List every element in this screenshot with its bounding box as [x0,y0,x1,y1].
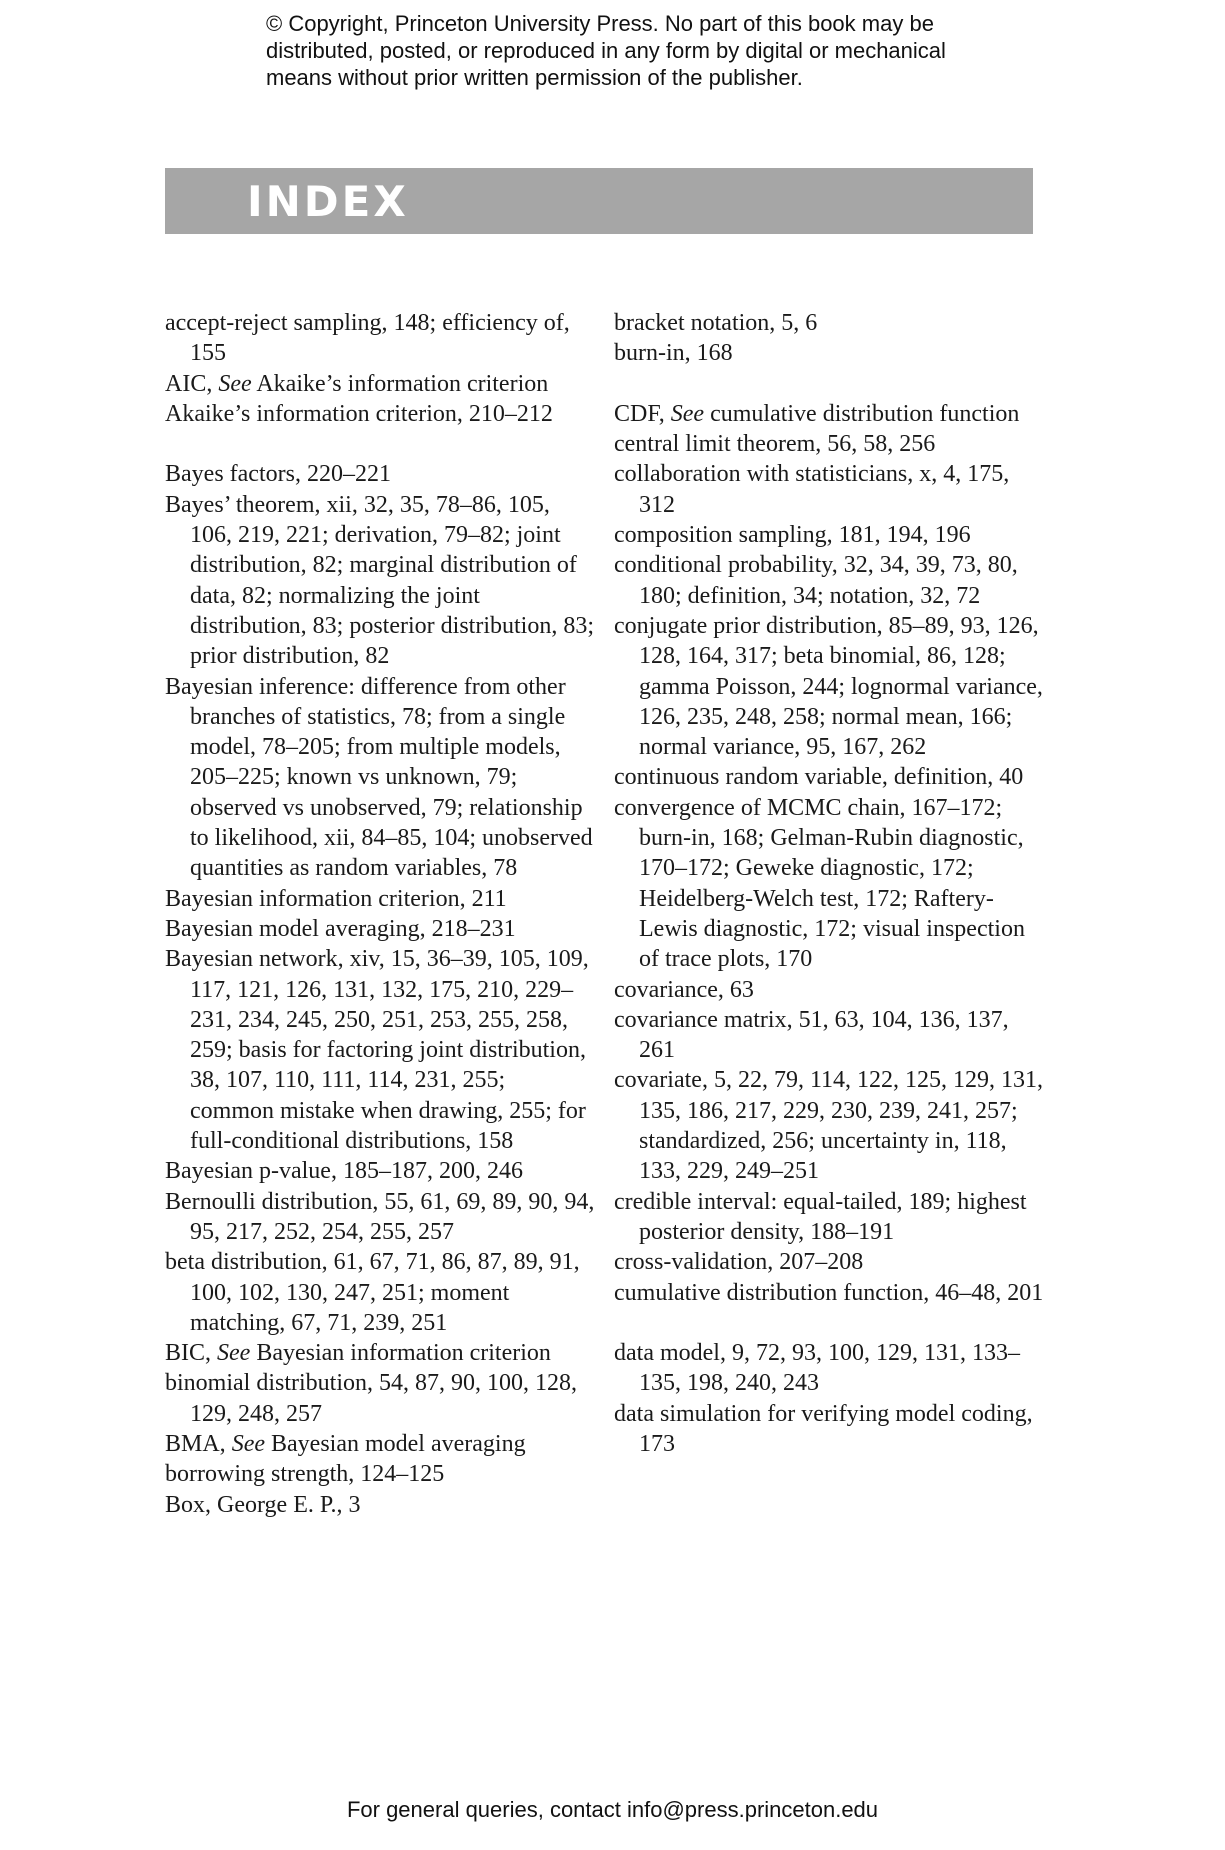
index-entry: covariate, 5, 22, 79, 114, 122, 125, 129, 131, 135, 186, 217, 229, 230, 239, 241, 257; standardized, 256; uncertainty in, 118, 133, 229, 249–251 [614,1067,1044,1185]
index-entry: bracket notation, 5, 6 [614,310,818,336]
see-reference: See [217,1340,251,1367]
index-entry: cross-validation, 207–208 [614,1249,864,1276]
index-column-left [165,308,595,1520]
index-entry-target: cumulative distribution function [704,400,1020,427]
index-entry: beta distribution, 61, 67, 71, 86, 87, 89, 91, 100, 102, 130, 247, 251; moment matching, 67, 71, 239, 251 [165,1249,580,1336]
see-reference: See [231,1430,265,1457]
index-entry: data simulation for verifying model coding, 173 [614,1400,1033,1457]
index-column-right [614,308,1044,1459]
index-entry: Bayes factors, 220–221 [165,461,391,488]
index-entry-target: Bayesian model averaging [265,1430,526,1457]
index-entry: convergence of MCMC chain, 167–172; burn-in, 168; Gelman-Rubin diagnostic, 170–172; Geweke diagnostic, 172; Heidelberg-Welch test, 172; Raftery-Lewis diagnostic, 172; visual inspection of trace plots, 170 [614,794,1025,973]
index-entry: covariance matrix, 51, 63, 104, 136, 137, 261 [614,1006,1009,1064]
see-reference: See [218,370,252,397]
index-entry: continuous random variable, definition, 40 [614,764,1024,791]
index-entry: Bayesian inference: difference from other branches of statistics, 78; from a single model, 78–205; from multiple models, 205–225; known vs unknown, 79; observed vs unobserved, 79; relationship to likelihood, xii, 84–85, 104; unobserved quantities as random variables, 78 [165,673,593,882]
index-entry: borrowing strength, 124–125 [165,1461,445,1488]
index-entry-head: BMA, [165,1430,232,1457]
index-banner [165,168,1033,234]
index-entry: Akaike’s information criterion, 210–212 [165,400,553,427]
index-entry: credible interval: equal-tailed, 189; highest posterior density, 188–191 [614,1188,1027,1245]
index-entry [165,369,595,399]
index-entry: binomial distribution, 54, 87, 90, 100, 128, 129, 248, 257 [165,1370,577,1427]
index-entry: Bayesian network, xiv, 15, 36–39, 105, 109, 117, 121, 126, 131, 132, 175, 210, 229–231, 234, 245, 250, 251, 253, 255, 258, 259; basis for factoring joint distribution, 38, 107, 110, 111, 114, 231, 255; common mistake when drawing, 255; for full-conditional distributions, 158 [165,946,589,1155]
index-entry [614,399,1044,429]
index-entry-target: Bayesian information criterion [250,1340,551,1367]
index-entry: Bayesian model averaging, 218–231 [165,915,516,942]
copyright-notice [266,10,1026,91]
index-entry [165,1429,595,1459]
index-entry: covariance, 63 [614,976,754,1003]
index-entry: Bayesian information criterion, 211 [165,885,507,912]
index-entry: composition sampling, 181, 194, 196 [614,522,971,549]
copyright-line: © Copyright, Princeton University Press. No part of this book may be [266,11,934,36]
index-entry: cumulative distribution function, 46–48, 201 [614,1279,1044,1306]
index-entry: conjugate prior distribution, 85–89, 93, 126, 128, 164, 317; beta binomial, 86, 128; gamma Poisson, 244; lognormal variance, 126, 235, 248, 258; normal mean, 166; normal variance, 95, 167, 262 [614,612,1043,761]
index-entry: Bayesian p-value, 185–187, 200, 246 [165,1158,523,1185]
index-entry: accept-reject sampling, 148; efficiency of, 155 [165,310,570,367]
index-entry: data model, 9, 72, 93, 100, 129, 131, 133–135, 198, 240, 243 [614,1340,1020,1397]
copyright-line: means without prior written permission of the publisher. [266,65,803,90]
index-entry: collaboration with statisticians, x, 4, 175, 312 [614,461,1010,518]
index-entry: burn-in, 168 [614,340,733,367]
index-entry: Box, George E. P., 3 [165,1491,361,1518]
see-reference: See [670,400,705,427]
page-title: INDEX [247,177,409,226]
index-entry: Bayes’ theorem, xii, 32, 35, 78–86, 105, 106, 219, 221; derivation, 79–82; joint distribution, 82; marginal distribution of data, 82; normalizing the joint distribution, 83; posterior distribution, 83; prior distribution, 82 [165,491,594,670]
index-entry [165,1338,595,1368]
copyright-line: distributed, posted, or reproduced in any form by digital or mechanical [266,38,946,63]
index-entry: Bernoulli distribution, 55, 61, 69, 89, 90, 94, 95, 217, 252, 254, 255, 257 [165,1188,595,1245]
index-entry: central limit theorem, 56, 58, 256 [614,431,936,458]
footer-contact: For general queries, contact info@press.princeton.edu [346,1797,879,1822]
index-entry-target: Akaike’s information criterion [251,370,549,397]
index-entry-head: CDF, [614,400,671,427]
index-entry-head: BIC, [165,1340,218,1367]
index-entry-head: AIC, [165,370,219,397]
index-entry: conditional probability, 32, 34, 39, 73, 80, 180; definition, 34; notation, 32, 72 [614,552,1018,609]
